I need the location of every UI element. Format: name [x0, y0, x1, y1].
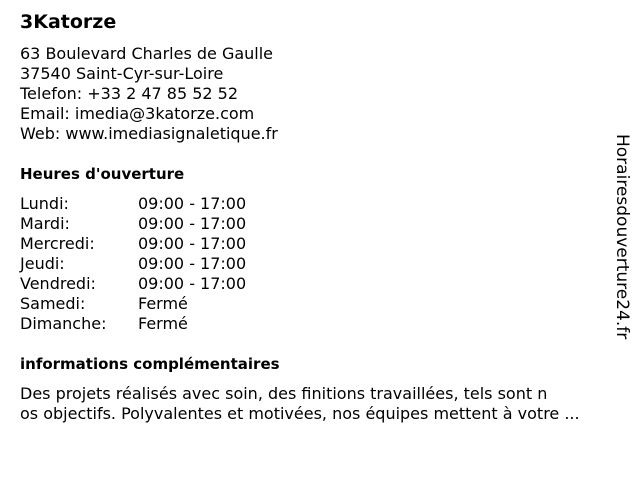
contact-details	[20, 44, 278, 144]
hours-day: Vendredi:	[20, 274, 96, 293]
hours-day: Mercredi:	[20, 234, 95, 253]
hours-row-friday	[20, 274, 246, 294]
hours-day: Lundi:	[20, 194, 69, 213]
description-line-2: os objectifs. Polyvalentes et motivées, nos équipes mettent à votre ...	[20, 404, 580, 423]
web-line: Web: www.imediasignaletique.fr	[20, 124, 278, 143]
hours-time: 09:00 - 17:00	[138, 214, 247, 233]
hours-row-sunday	[20, 314, 246, 334]
opening-hours-table	[20, 194, 246, 334]
phone-line: Telefon: +33 2 47 85 52 52	[20, 84, 239, 103]
hours-day: Jeudi:	[20, 254, 65, 273]
hours-time: 09:00 - 17:00	[138, 234, 247, 253]
opening-hours-heading: Heures d'ouverture	[20, 165, 185, 183]
hours-row-tuesday	[20, 214, 246, 234]
additional-info-heading: informations complémentaires	[20, 355, 280, 373]
email-line: Email: imedia@3katorze.com	[20, 104, 255, 123]
hours-day: Mardi:	[20, 214, 70, 233]
address-line-2: 37540 Saint-Cyr-sur-Loire	[20, 64, 224, 83]
hours-time: 09:00 - 17:00	[138, 274, 247, 293]
hours-row-saturday	[20, 294, 246, 314]
hours-row-wednesday	[20, 234, 246, 254]
address-line-1: 63 Boulevard Charles de Gaulle	[20, 44, 274, 63]
additional-info-text	[20, 384, 630, 424]
hours-day: Samedi:	[20, 294, 86, 313]
hours-time: 09:00 - 17:00	[138, 194, 247, 213]
hours-time: Fermé	[138, 314, 188, 333]
hours-time: 09:00 - 17:00	[138, 254, 247, 273]
watermark-text: Horairesdouverture24.fr	[612, 134, 632, 340]
hours-time: Fermé	[138, 294, 188, 313]
hours-row-monday	[20, 194, 246, 214]
business-name: 3Katorze	[20, 11, 117, 33]
description-line-1: Des projets réalisés avec soin, des finitions travaillées, tels sont n	[20, 384, 548, 403]
hours-row-thursday	[20, 254, 246, 274]
hours-day: Dimanche:	[20, 314, 107, 333]
